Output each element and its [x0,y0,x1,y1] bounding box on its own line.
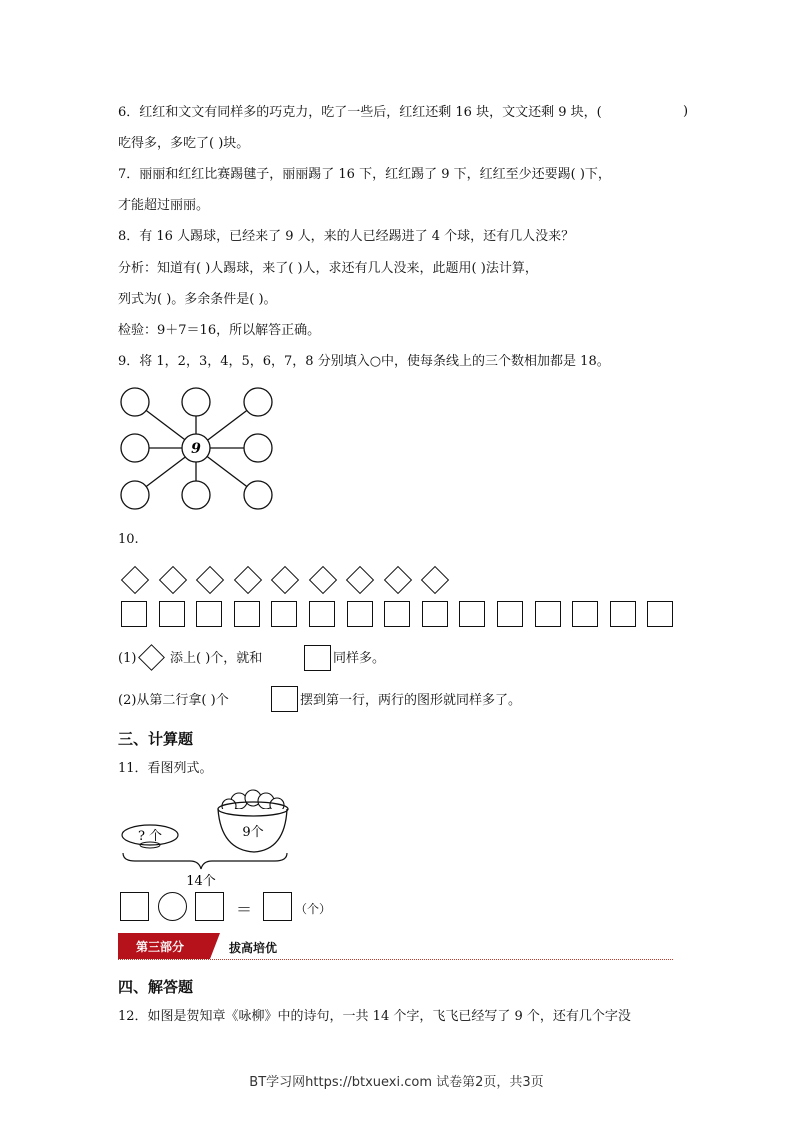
q6-line2: 吃得多，多吃了( )块。 [118,136,250,151]
q8-line2: 分析：知道有( )人踢球，来了( )人，求还有几人没来，此题用( )法计算， [118,261,538,276]
q9-circle-mid-left [121,434,149,462]
q10-square-icon [610,601,636,627]
q10-square-icon [271,601,297,627]
q10-square-icon [572,601,598,627]
q11-equals: ＝ [236,900,253,919]
q10-diamond-icon [421,566,449,594]
q10-diamond-icon [346,566,374,594]
section3-title: 三、计算题 [118,730,194,748]
q11-plate-label: ? 个 [137,829,163,844]
q11-answer-box-2[interactable] [195,892,224,921]
q10-square-icon [309,601,335,627]
section4-title: 四、解答题 [118,978,194,996]
q10-square-icon [459,601,485,627]
q11-unit: （个） [295,902,332,916]
q10-sub2-prefix: (2)从第二行拿( )个 [118,693,229,708]
part3-badge: 第三部分 [136,940,185,954]
q10-sub2-square-icon [271,686,298,712]
q9-circle-top-right [244,388,272,416]
q9-circle-bottom-center [182,481,210,509]
q9-circle-bottom-left [121,481,149,509]
q10-diamond-icon [308,566,336,594]
part3-subtitle: 拔高培优 [229,941,278,955]
q9-line1: 9．将 1，2，3，4，5，6，7，8 分别填入○中，使每条线上的三个数相加都是 18。 [118,354,610,369]
part3-divider [118,959,673,960]
q10-square-icon [384,601,410,627]
page-footer: BT学习网https://btxuexi.com 试卷第2页，共3页 [249,1075,544,1090]
q10-square-icon [647,601,673,627]
q7-line2: 才能超过丽丽。 [118,198,210,213]
q6-bracket-end: ) [683,104,689,119]
q9-circle-diagram [112,382,282,516]
q6-line1 [118,104,602,122]
q7-line1: 7．丽丽和红红比赛踢毽子，丽丽踢了 16 下，红红踢了 9 下，红红至少还要踢( )下， [118,167,611,182]
q10-square-icon [422,601,448,627]
q10-diamond-icon [271,566,299,594]
q11-answer-box-1[interactable] [120,892,149,921]
q9-center-number: 9 [191,441,201,457]
q10-square-icon [535,601,561,627]
q10-square-icon [234,601,260,627]
q10-square-icon [196,601,222,627]
q10-sub1-mid: 添上( )个，就和 [170,651,263,666]
q8-line3: 列式为( )。多余条件是( )。 [118,292,277,307]
q11-brace [123,853,287,869]
q9-circle-top-center [182,388,210,416]
q10-sub1-diamond-icon [138,644,165,671]
q9-circle-top-left [121,388,149,416]
q10-square-icon [159,601,185,627]
q10-diamond-icon [383,566,411,594]
q10-sub2-end: 摆到第一行，两行的图形就同样多了。 [300,693,522,708]
q11-picture [115,783,295,889]
q10-square-icon [497,601,523,627]
q11-answer-box-3[interactable] [263,892,292,921]
q11-line1: 11．看图列式。 [118,761,213,776]
q10-diamond-icon [196,566,224,594]
q8-line4: 检验：9＋7＝16，所以解答正确。 [118,323,321,338]
q9-circle-mid-right [244,434,272,462]
q6-line1-text: 6．红红和文文有同样多的巧克力，吃了一些后，红红还剩 16 块，文文还剩 9 块，( [118,105,602,120]
q10-square-icon [347,601,373,627]
q10-diamond-icon [121,566,149,594]
q10-sub1-end: 同样多。 [333,651,386,666]
q11-total-label: 14个 [186,874,216,889]
q10-diamond-icon [158,566,186,594]
q10-diamond-icon [233,566,261,594]
q10-square-icon [121,601,147,627]
q12-line1: 12．如图是贺知章《咏柳》中的诗句，一共 14 个字，飞飞已经写了 9 个，还有几个字没 [118,1009,631,1024]
q8-line1: 8．有 16 人踢球，已经来了 9 人，来的人已经踢进了 4 个球，还有几人没来？ [118,229,575,244]
q11-operator-circle[interactable] [158,892,187,921]
q10-sub1-prefix: (1) [118,651,137,666]
q10-sub1-square-icon [304,645,331,671]
q11-basket-label: 9个 [242,825,264,840]
part3-banner-tip [210,933,220,959]
q10-sub1 [118,650,136,668]
q9-circle-bottom-right [244,481,272,509]
q10-label: 10. [118,532,139,547]
